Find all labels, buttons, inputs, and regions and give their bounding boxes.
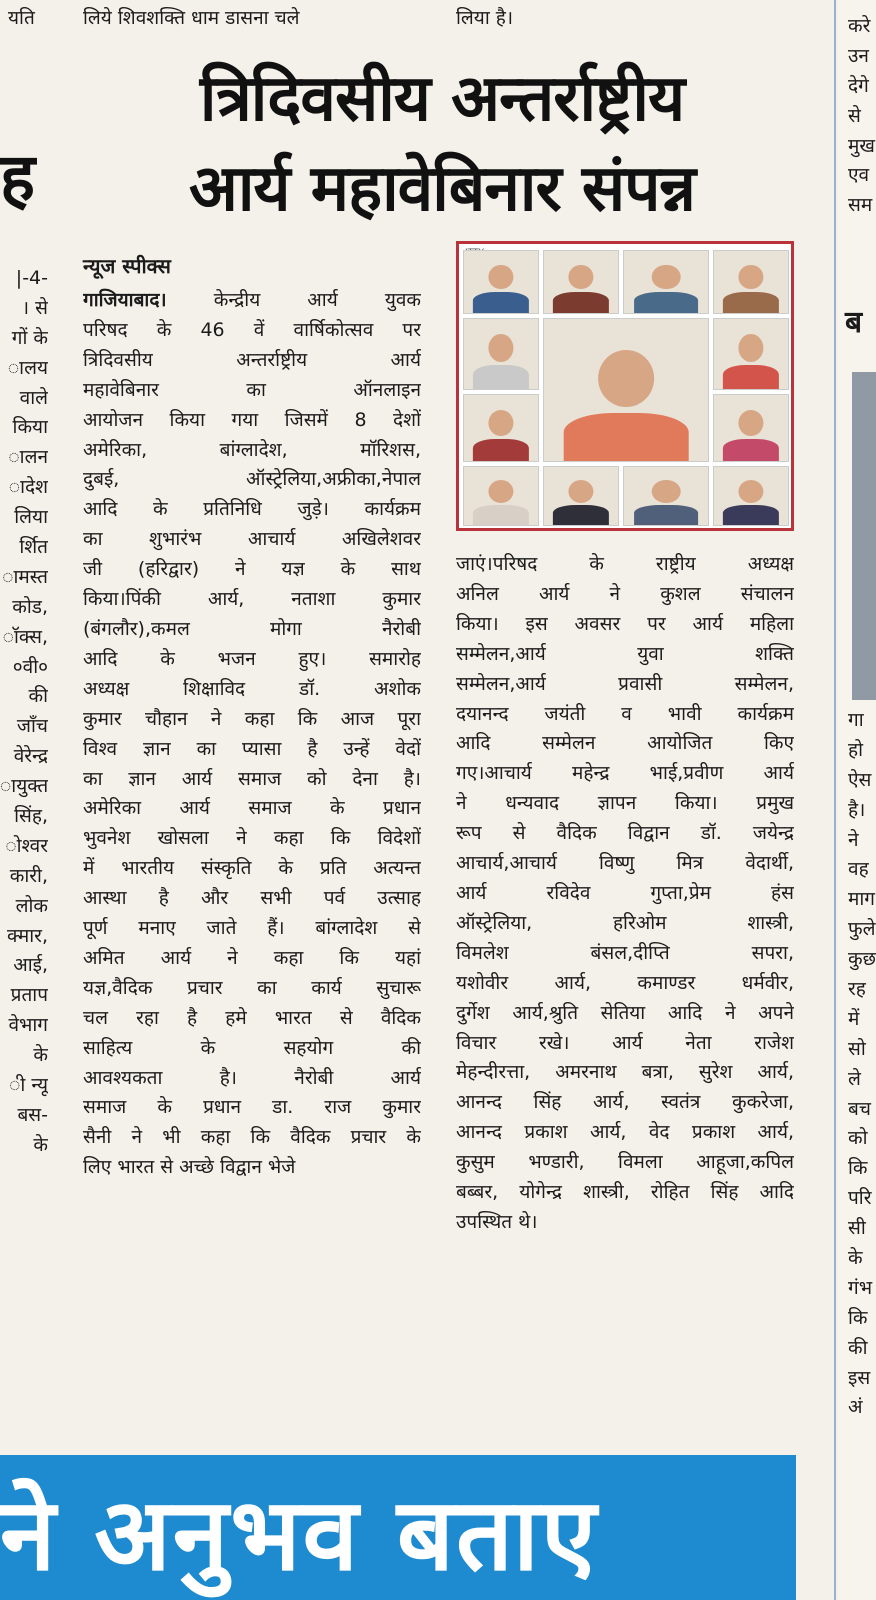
participant-video-tile	[713, 318, 789, 390]
article-line: आर्य रविदेव गुप्ता,प्रेम हंस	[456, 881, 794, 904]
participant-face	[488, 334, 513, 362]
article-line: अमेरिका आर्य समाज के प्रधान	[83, 797, 421, 820]
fragment-line: के	[33, 1044, 48, 1067]
article-line: आवश्यकता है। नैरोबी आर्य	[83, 1066, 421, 1089]
article-line: समाज के प्रधान डा. राज कुमार	[83, 1096, 421, 1119]
article-line: सम्मेलन,आर्य युवा शक्ति	[456, 642, 794, 665]
fragment-line: इस	[848, 1366, 871, 1389]
fragment-line: को	[848, 1127, 868, 1150]
participant-face	[738, 480, 763, 503]
fragment-line: ऐस	[848, 768, 872, 791]
left-column-fragments	[0, 264, 48, 1161]
article-line: जी (हरिद्वार) ने यज्ञ के साथ	[83, 558, 421, 581]
article-line: विश्व ज्ञान का प्यासा है उन्हें वेदों	[83, 737, 421, 760]
article-line: दुर्गेश आर्य,श्रुति सेतिया आदि ने अपने	[456, 1001, 794, 1024]
participant-video-tile	[543, 250, 619, 314]
fragment-line: बस-	[17, 1103, 48, 1126]
participant-video-tile	[713, 250, 789, 314]
article-line: बब्बर, योगेन्द्र शास्त्री, रोहित सिंह आदि	[456, 1181, 794, 1204]
fragment-line: गा	[848, 709, 864, 731]
article-line: आदि सम्मेलन आयोजित किए	[456, 732, 794, 755]
adjacent-photo-fragment	[852, 372, 876, 700]
article-line: जाएं।परिषद के राष्ट्रीय अध्यक्ष	[456, 553, 794, 575]
participant-body	[473, 365, 529, 389]
article-line: सम्मेलन,आर्य प्रवासी सम्मेलन,	[456, 672, 794, 695]
fragment-line: परि	[848, 1187, 872, 1210]
article-line: आदि के भजन हुए। समारोह	[83, 647, 421, 670]
participant-video-tile	[713, 394, 789, 462]
fragment-line: सम	[848, 194, 873, 217]
fragment-line: है।	[848, 798, 866, 821]
article-line: का ज्ञान आर्य समाज को देना है।	[83, 767, 421, 790]
top-fragment-right: लिया है।	[456, 7, 514, 29]
participant-body	[723, 292, 779, 313]
participant-face	[652, 265, 681, 290]
article-column-2	[456, 550, 794, 1238]
article-line: मेहन्दीरत्ता, अमरनाथ बत्रा, सुरेश आर्य,	[456, 1061, 794, 1084]
fragment-line: कोड,	[12, 595, 48, 618]
article-line: विमलेश बंसल,दीप्ति सपरा,	[456, 941, 794, 964]
article-line: कुमार चौहान ने कहा कि आज पूरा	[83, 707, 421, 730]
fragment-line: वेरेन्द्र	[13, 745, 48, 768]
fragment-line: |-4-	[15, 267, 48, 289]
article-line: गए।आचार्य महेन्द्र भाई,प्रवीण आर्य	[456, 762, 794, 785]
participant-face	[598, 350, 654, 407]
fragment-line: एव	[848, 164, 870, 187]
fragment-line: रह	[848, 978, 866, 1001]
fragment-line: किया	[12, 416, 48, 439]
article-line: आस्था है और सभी पर्व उत्साह	[83, 887, 421, 910]
participant-body	[634, 292, 698, 313]
fragment-line: प्रताप	[10, 984, 48, 1007]
article-line: आचार्य,आचार्य विष्णु मित्र वेदार्थी,	[456, 852, 794, 875]
article-line: महावेबिनार का ऑनलाइन	[83, 378, 421, 401]
fragment-line: गों के	[11, 326, 48, 349]
participant-video-tile	[623, 250, 709, 314]
fragment-line: ने	[848, 828, 859, 851]
participant-video-tile	[463, 318, 539, 390]
fragment-line: ालय	[7, 356, 48, 379]
participant-face	[738, 410, 763, 436]
article-line: आनन्द सिंह आर्य, स्वतंत्र कुकरेजा,	[456, 1091, 794, 1114]
article-line: सैनी ने भी कहा कि वैदिक प्रचार के	[83, 1126, 421, 1149]
fragment-line: वेभाग	[8, 1014, 48, 1037]
fragment-line: बच	[848, 1097, 871, 1120]
participant-video-tile	[463, 250, 539, 314]
fragment-line: क्मार,	[6, 924, 48, 947]
participant-body	[553, 505, 609, 525]
byline: न्यूज स्पीक्स	[83, 254, 171, 278]
article-line: अमित आर्य ने कहा कि यहां	[83, 946, 421, 969]
article-line: उपस्थित थे।	[456, 1210, 538, 1233]
fragment-line: सो	[848, 1037, 866, 1060]
participant-video-tile	[463, 394, 539, 462]
next-headline-banner	[0, 1455, 796, 1600]
fragment-line: गंभ	[848, 1276, 873, 1299]
article-line: गाजियाबाद। केन्द्रीय आर्य युवक	[83, 289, 421, 311]
article-line: कुसुम भण्डारी, विमला आहूजा,कपिल	[456, 1151, 794, 1174]
article-line: यशोवीर आर्य, कमाण्डर धर्मवीर,	[456, 971, 794, 994]
participant-body	[723, 439, 779, 461]
participant-video-tile	[463, 466, 539, 526]
article-line: ने धन्यवाद ज्ञापन किया। प्रमुख	[456, 792, 794, 815]
fragment-line: देगे	[848, 74, 869, 97]
fragment-line: लोक	[15, 894, 48, 917]
fragment-line: जाँच	[16, 715, 48, 738]
right-column-fragments-bottom	[848, 706, 876, 1423]
top-fragment-center: लिये शिवशक्ति धाम डासना चले	[83, 7, 300, 29]
banner-text: ने अनुभव बताए	[0, 1476, 599, 1593]
fragment-line: कि	[848, 1306, 868, 1329]
fragment-line: की	[28, 685, 48, 708]
article-line: किया। इस अवसर पर आर्य महिला	[456, 612, 794, 635]
article-line: अध्यक्ष शिक्षाविद डॉ. अशोक	[83, 677, 421, 700]
fragment-line: की	[848, 1336, 868, 1359]
participant-face	[488, 480, 513, 503]
participant-face	[738, 334, 763, 362]
article-line: साहित्य के सहयोग की	[83, 1036, 421, 1059]
fragment-line: कि	[848, 1157, 868, 1180]
fragment-line: वह	[848, 858, 869, 881]
participant-video-tile	[543, 466, 619, 526]
article-line: आनन्द प्रकाश आर्य, वेद प्रकाश आर्य,	[456, 1121, 794, 1144]
fragment-line: करे	[848, 15, 871, 37]
article-line: दयानन्द जयंती व भावी कार्यक्रम	[456, 702, 794, 725]
article-line: यज्ञ,वैदिक प्रचार का कार्य सुचारू	[83, 976, 421, 999]
column-divider	[834, 0, 836, 1600]
article-line: रूप से वैदिक विद्वान डॉ. जयेन्द्र	[456, 822, 794, 845]
participant-face	[652, 480, 681, 503]
article-line: चल रहा है हमे भारत से वैदिक	[83, 1006, 421, 1029]
article-line: दुबई, ऑस्ट्रेलिया,अफ्रीका,नेपाल	[83, 468, 421, 491]
fragment-line: सी	[848, 1217, 866, 1240]
participant-body	[634, 505, 698, 525]
article-line: परिषद के 46 वें वार्षिकोत्सव पर	[83, 318, 421, 341]
fragment-line: आई,	[13, 954, 48, 977]
participant-video-tile	[713, 466, 789, 526]
participant-body	[723, 505, 779, 525]
article-line: अनिल आर्य ने कुशल संचालन	[456, 582, 794, 605]
participant-face	[568, 480, 593, 503]
participant-face	[568, 265, 593, 290]
fragment-line: हो	[848, 738, 864, 761]
participant-face	[738, 265, 763, 290]
participant-video-tile	[543, 318, 709, 462]
fragment-line: के	[848, 1247, 863, 1270]
fragment-line: ालन	[8, 446, 48, 469]
participant-face	[488, 265, 513, 290]
participant-body	[553, 292, 609, 313]
fragment-line: । से	[21, 296, 48, 319]
participant-body	[473, 505, 529, 525]
headline-line-2: आर्य महावेबिनार संपन्न	[189, 152, 695, 226]
left-headline-fragment: ह	[0, 139, 36, 216]
right-heading-fragment: ब	[845, 305, 863, 340]
fragment-line: ायुक्त	[0, 775, 48, 798]
article-line: (बंगलौर),कमल मोगा नैरोबी	[83, 617, 421, 640]
right-column-fragments-top	[848, 12, 875, 221]
fragment-line: कुछ	[848, 948, 876, 971]
article-line: अमेरिका, बांग्लादेश, मॉरिशस,	[83, 438, 421, 461]
headline-line-1: त्रिदिवसीय अन्तर्राष्ट्रीय	[199, 62, 685, 136]
fragment-line: वाले	[19, 386, 48, 409]
article-column-1	[83, 286, 421, 1183]
fragment-line: अं	[848, 1396, 863, 1419]
participant-body	[473, 439, 529, 461]
participant-body	[723, 365, 779, 389]
article-line: ऑस्ट्रेलिया, हरिओम शास्त्री,	[456, 911, 794, 934]
webinar-photo-collage	[456, 241, 794, 531]
fragment-line: के	[33, 1133, 48, 1156]
article-line: पूर्ण मनाए जाते हैं। बांग्लादेश से	[83, 917, 421, 940]
fragment-line: से	[848, 104, 861, 127]
fragment-line: ोश्वर	[5, 834, 48, 857]
participant-body	[473, 292, 529, 313]
fragment-line: लिया	[14, 506, 48, 529]
fragment-line: उन	[848, 44, 869, 67]
fragment-line: मुख	[848, 134, 875, 157]
fragment-line: ०वी०	[12, 655, 48, 678]
fragment-line: माग	[848, 888, 875, 911]
article-line: आयोजन किया गया जिसमें 8 देशों	[83, 408, 421, 431]
fragment-line: ले	[848, 1067, 861, 1090]
participant-face	[488, 410, 513, 436]
participant-body	[564, 413, 689, 461]
fragment-line: ादेश	[8, 476, 48, 499]
top-fragment-left: यति	[8, 7, 35, 29]
article-line: आदि के प्रतिनिधि जुड़े। कार्यक्रम	[83, 498, 421, 521]
fragment-line: फुले	[848, 918, 876, 941]
fragment-line: ामस्त	[2, 565, 48, 588]
fragment-line: कारी,	[9, 864, 48, 887]
fragment-line: ॉक्स,	[2, 625, 48, 648]
article-line: का शुभारंभ आचार्य अखिलेशवर	[83, 528, 421, 551]
article-line: किया।पिंकी आर्य, नताशा कुमार	[83, 588, 421, 611]
article-line: विचार रखे। आर्य नेता राजेश	[456, 1031, 794, 1054]
participant-video-tile	[623, 466, 709, 526]
fragment-line: र्शित	[19, 536, 48, 559]
fragment-line: में	[848, 1007, 860, 1030]
dateline: गाजियाबाद।	[83, 289, 167, 311]
article-line: लिए भारत से अच्छे विद्वान भेजे	[83, 1156, 296, 1179]
article-line: में भारतीय संस्कृति के प्रति अत्यन्त	[83, 857, 421, 880]
article-line: भुवनेश खोसला ने कहा कि विदेशों	[83, 827, 421, 850]
article-line: त्रिदिवसीय अन्तर्राष्ट्रीय आर्य	[83, 348, 421, 371]
fragment-line: सिंह,	[14, 805, 48, 828]
fragment-line: ी न्यू	[9, 1074, 48, 1097]
